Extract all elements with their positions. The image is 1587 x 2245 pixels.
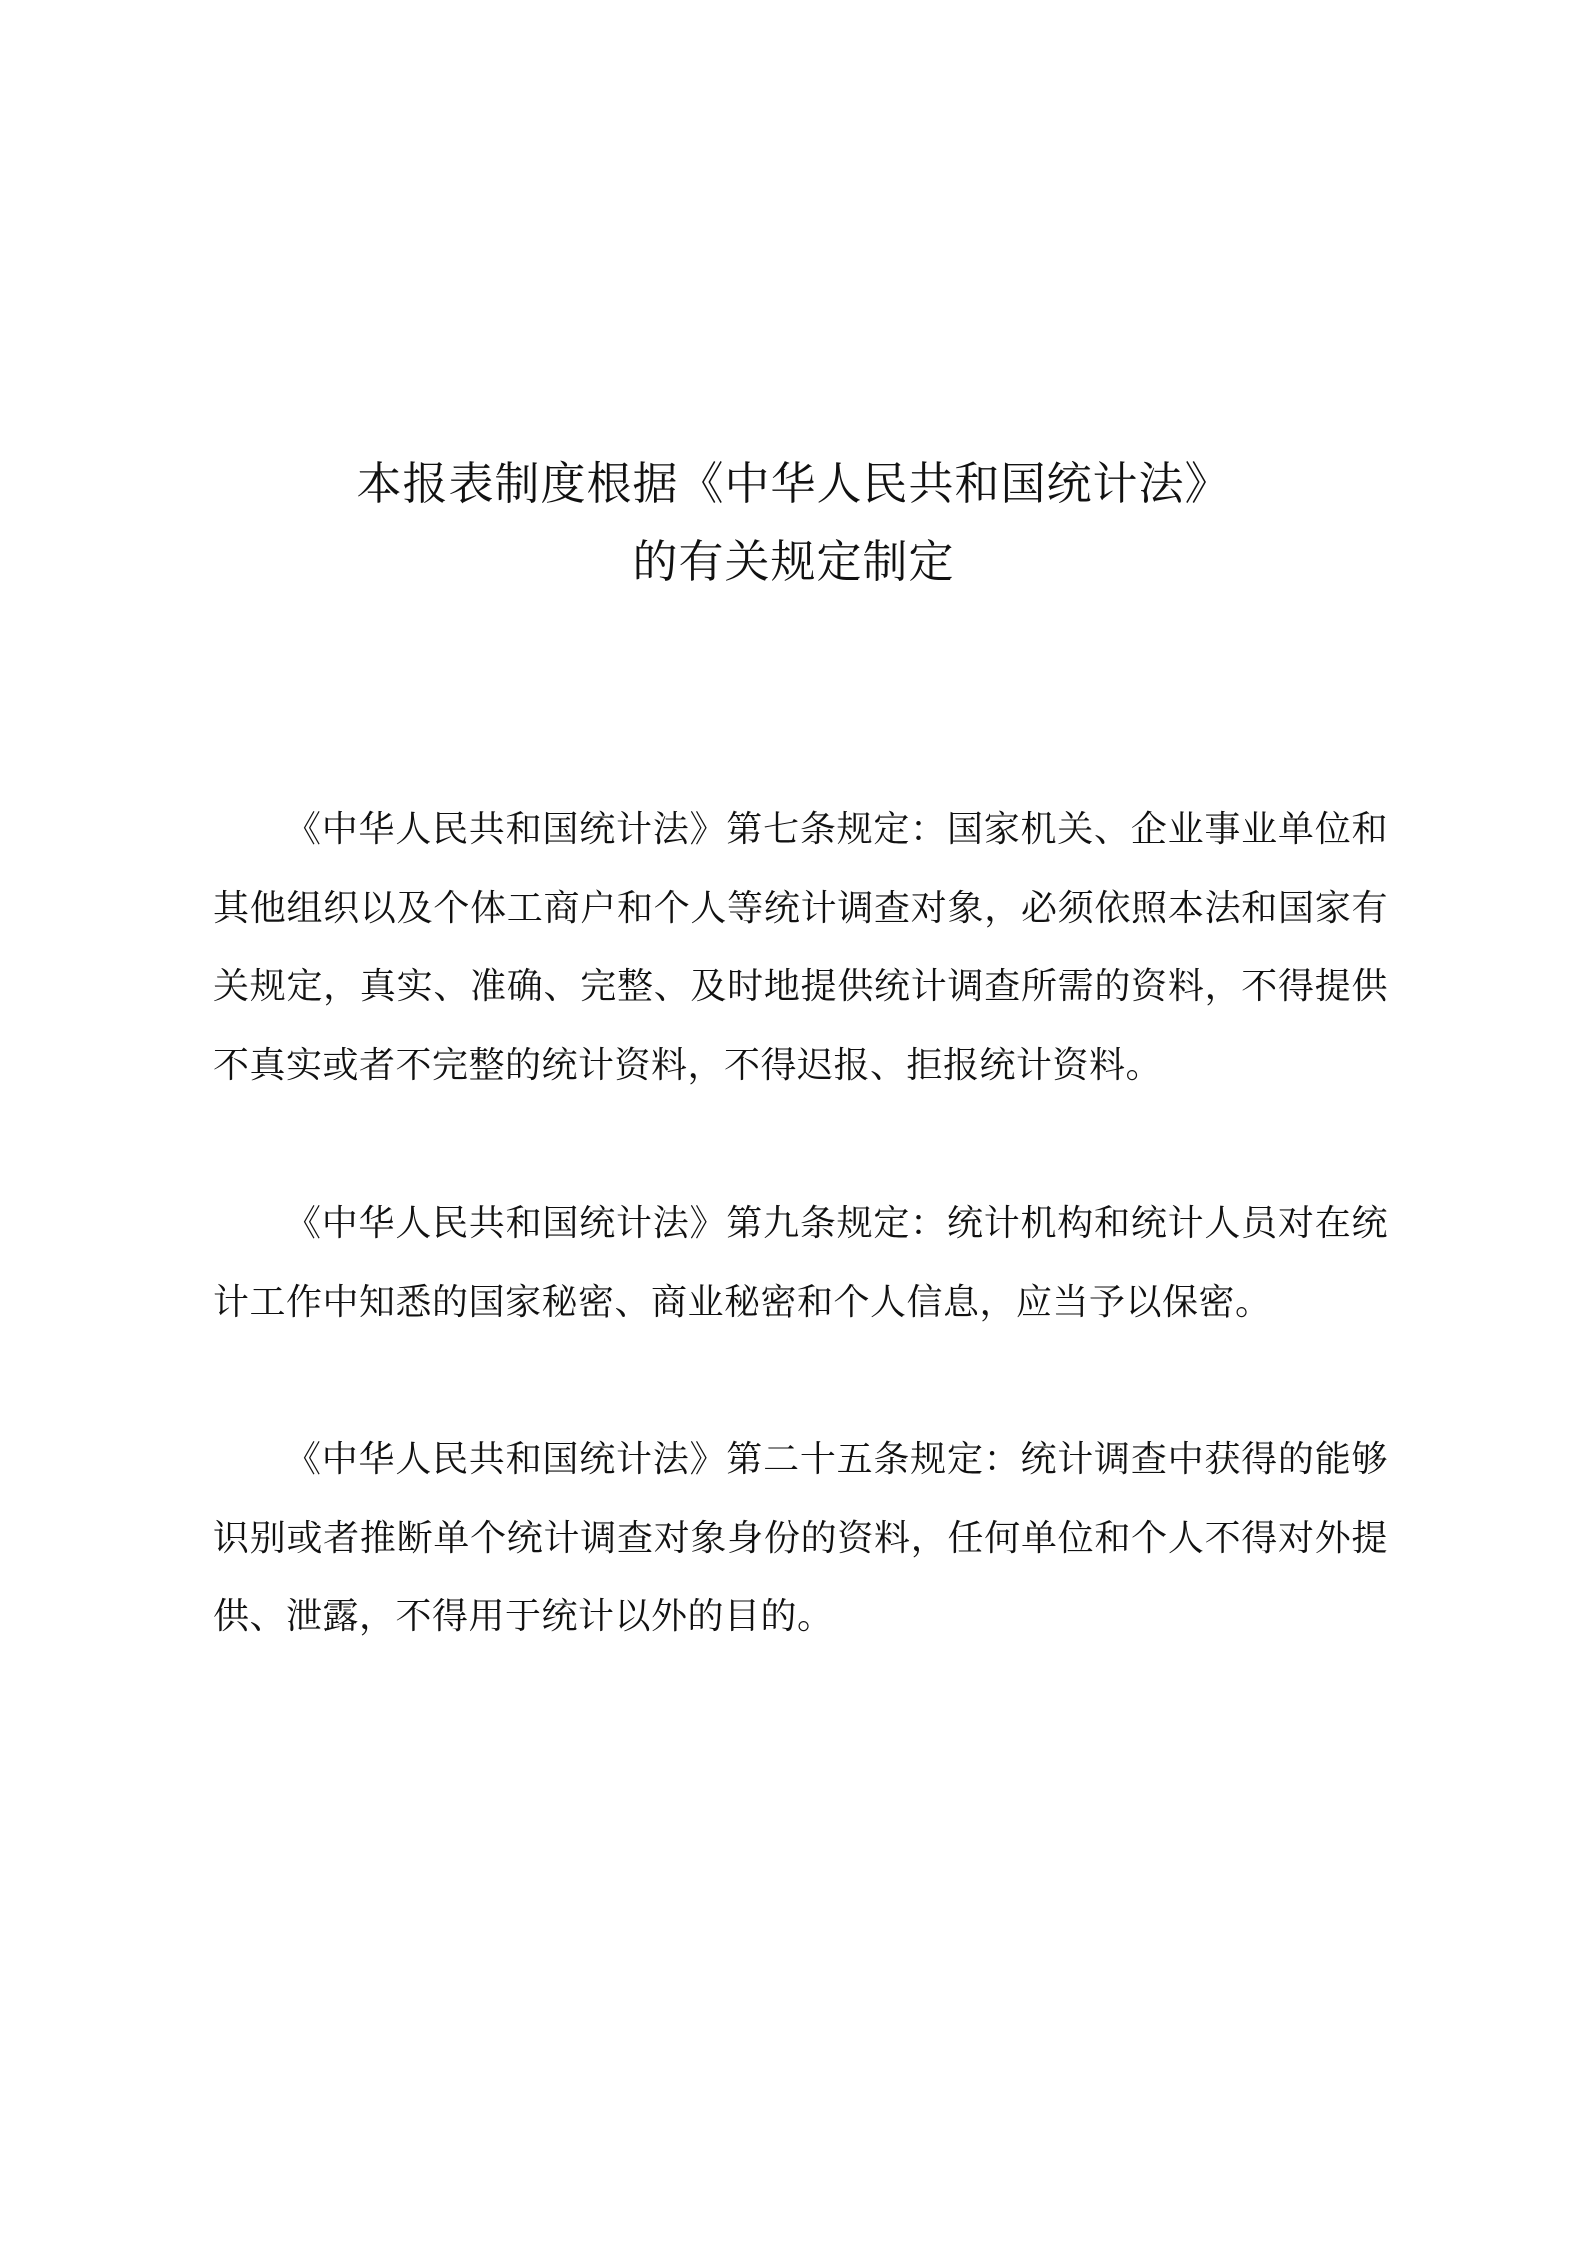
paragraph-article-25: 《中华人民共和国统计法》第二十五条规定：统计调查中获得的能够识别或者推断单个统计调查对象身份的资料，任何单位和个人不得对外提供、泄露，不得用于统计以外的目的。 [213,1439,1388,1637]
paragraph-article-7: 《中华人民共和国统计法》第七条规定：国家机关、企业事业单位和其他组织以及个体工商户和个人等统计调查对象，必须依照本法和国家有关规定，真实、准确、完整、及时地提供统计调查所需的资料，不得提供不真实或者不完整的统计资料，不得迟报、拒报统计资料。 [213,809,1388,1086]
document-title [0,445,1587,601]
title-line-2: 的有关规定制定 [632,535,955,588]
paragraph-article-9: 《中华人民共和国统计法》第九条规定：统计机构和统计人员对在统计工作中知悉的国家秘密、商业秘密和个人信息，应当予以保密。 [213,1203,1388,1323]
title-line-1: 本报表制度根据《中华人民共和国统计法》 [356,457,1231,510]
